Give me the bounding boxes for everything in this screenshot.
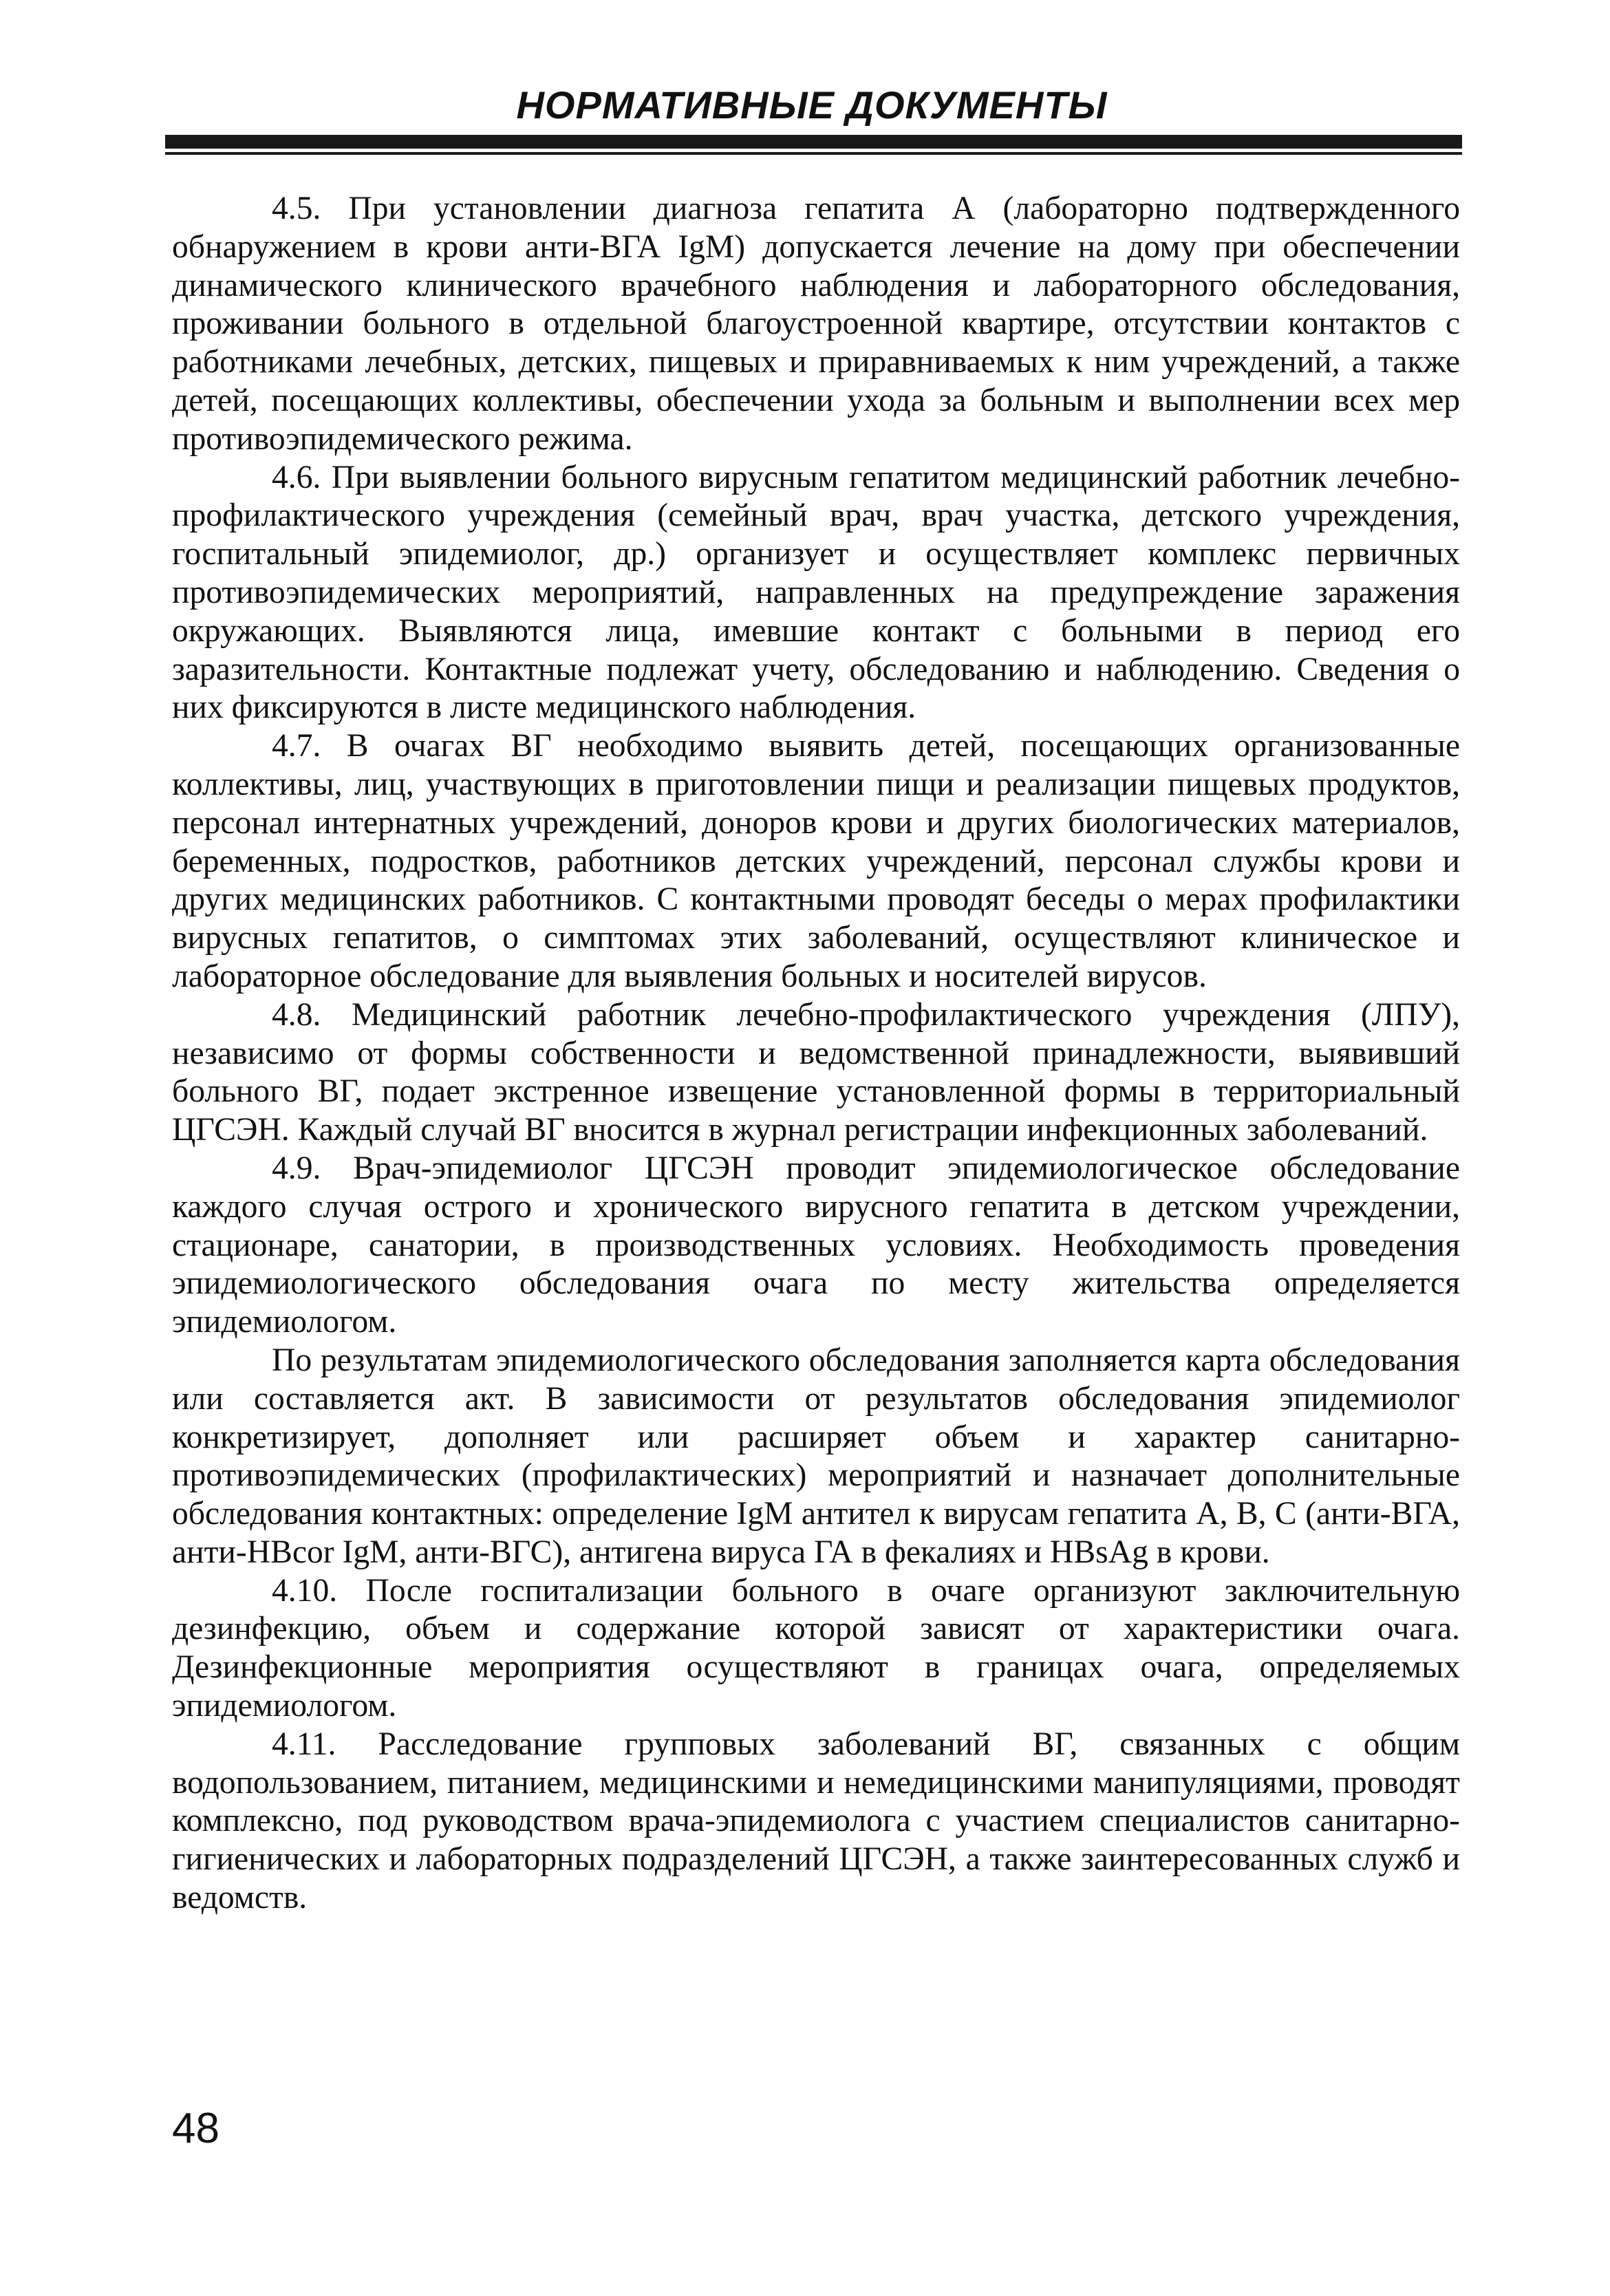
page-number: 48 — [172, 2105, 219, 2152]
body-text — [172, 190, 1460, 1918]
header-rule-thin — [165, 152, 1462, 155]
paragraph-4-9: 4.9. Врач-эпидемиолог ЦГСЭН проводит эпидемиологическое обследование каждого случая острого и хронического вирусного гепатита в детском учреждении, стационаре, санатории, в производственных условиях. Необходимость проведения эпидемиологического обследования очага по месту жительства определяется эпидемиологом. — [172, 1150, 1460, 1340]
paragraph-4-7: 4.7. В очагах ВГ необходимо выявить детей, посещающих организованные коллективы, лиц, участвующих в приготовлении пищи и реализации пищевых продуктов, персонал интернатных учреждений, доноров крови и других биологических материалов, беременных, подростков, работников детских учреждений, персонал службы крови и других медицинских работников. С контактными проводят беседы о мерах профилактики вирусных гепатитов, о симптомах этих заболеваний, осуществляют клиническое и лабораторное обследование для выявления больных и носителей вирусов. — [172, 728, 1460, 994]
paragraph-4-8: 4.8. Медицинский работник лечебно-профилактического учреждения (ЛПУ), независимо от формы собственности и ведомственной принадлежности, выявивший больного ВГ, подает экстренное извещение установленной формы в территориальный ЦГСЭН. Каждый случай ВГ вносится в журнал регистрации инфекционных заболеваний. — [172, 996, 1460, 1148]
paragraph-4-5: 4.5. При установлении диагноза гепатита А (лабораторно подтвержденного обнаружением в крови анти-ВГА IgM) допускается лечение на дому при обеспечении динамического клинического врачебного наблюдения и лабораторного обследования, проживании больного в отдельной благоустроенной квартире, отсутствии контактов с работниками лечебных, детских, пищевых и приравниваемых к ним учреждений, а также детей, посещающих коллективы, обеспечении ухода за больным и выполнении всех мер противоэпидемического режима. — [172, 191, 1460, 457]
paragraph-4-6: 4.6. При выявлении больного вирусным гепатитом медицинский работник лечебно-профилактического учреждения (семейный врач, врач участка, детского учреждения, госпитальный эпидемиолог, др.) организует и осуществляет комплекс первичных противоэпидемических мероприятий, направленных на предупреждение заражения окружающих. Выявляются лица, имевшие контакт с больными в период его заразительности. Контактные подлежат учету, обследованию и наблюдению. Сведения о них фиксируются в листе медицинского наблюдения. — [172, 459, 1460, 726]
header-rule — [165, 135, 1462, 149]
paragraph-4-10: 4.10. После госпитализации больного в очаге организуют заключительную дезинфекцию, объем и содержание которой зависят от характеристики очага. Дезинфекционные мероприятия осуществляют в границах очага, определяемых эпидемиологом. — [172, 1572, 1460, 1724]
section-header-title: НОРМАТИВНЫЕ ДОКУМЕНТЫ — [516, 83, 1108, 127]
paragraph-4-9-results: По результатам эпидемиологического обследования заполняется карта обследования или составляется акт. В зависимости от результатов обследования эпидемиолог конкретизирует, дополняет или расширяет объем и характер санитарно-противоэпидемических (профилактических) мероприятий и назначает дополнительные обследования контактных: определение IgM антител к вирусам гепатита А, В, С (анти-ВГА, анти-HBcor IgM, анти-ВГС), антигена вируса ГА в фекалиях и HBsAg в крови. — [172, 1342, 1460, 1570]
paragraph-4-11: 4.11. Расследование групповых заболеваний ВГ, связанных с общим водопользованием, питанием, медицинскими и немедицинскими манипуляциями, проводят комплексно, под руководством врача-эпидемиолога с участием специалистов санитарно-гигиенических и лабораторных подразделений ЦГСЭН, а также заинтересованных служб и ведомств. — [172, 1726, 1460, 1916]
